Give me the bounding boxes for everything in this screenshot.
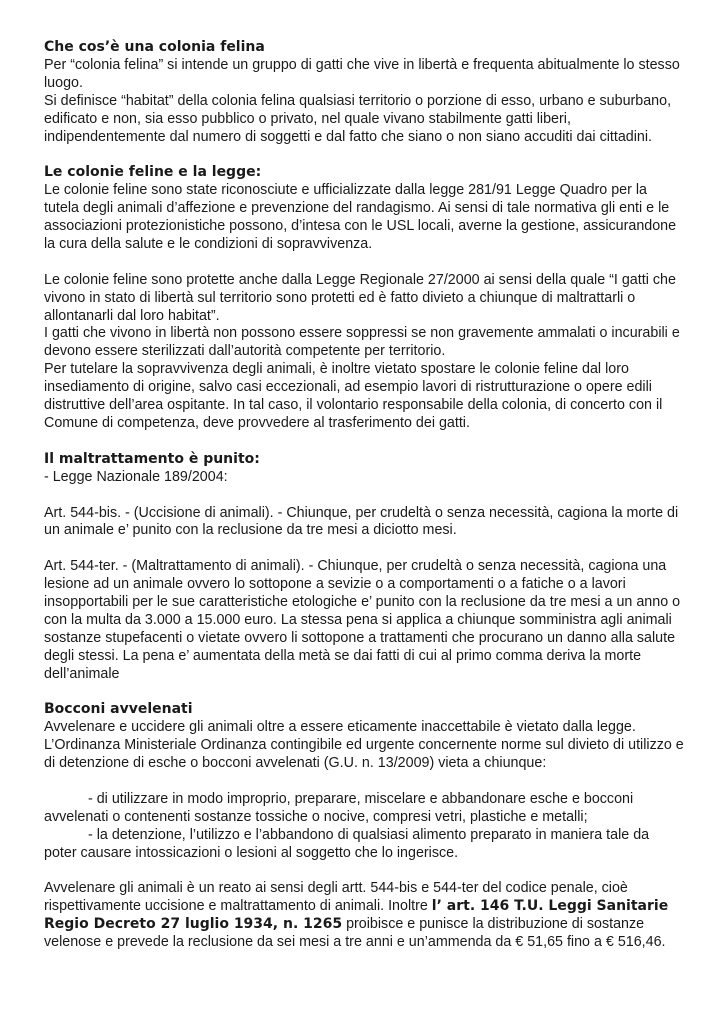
paragraph: - Legge Nazionale 189/2004: [44,468,228,485]
list-item: - la detenzione, l’utilizzo e l’abbandono di qualsiasi alimento preparato in maniera tale da poter causare intossicazioni o lesioni al soggetto che lo ingerisce. [44,826,650,861]
paragraph: Si definisce “habitat” della colonia felina qualsiasi territorio o porzione di esso, urbano e suburbano, edificato e non, sia esso pubblico o privato, nel quale vivano stabilmente gatti liberi, indipendentemente dal numero di soggetti e dal fatto che siano o non siano accuditi dai cittadini. [44,92,672,145]
paragraph: L’Ordinanza Ministeriale Ordinanza contingibile ed urgente concernente norme sul divieto di utilizzo e di detenzione di esche o bocconi avvelenati (G.U. n. 13/2009) vieta a chiunque: [44,737,684,772]
section-colonie-legge [44,164,684,433]
section-heading: Bocconi avvelenati [44,701,193,718]
spacer [44,433,684,451]
section-heading: Le colonie feline e la legge: [44,164,262,181]
spacer [44,254,684,272]
paragraph: Art. 544-bis. - (Uccisione di animali). - Chiunque, per crudeltà o senza necessità, cagiona la morte di un animale e’ punito con la reclusione da tre mesi a diciotto mesi. [44,504,679,539]
text-run: proibisce e punisce la distribuzione di sostanze velenose e prevede la reclusione da sei mesi a tre anni e un’ammenda da € 51,65 fino a € 516,46. [44,916,666,951]
section-bocconi-avvelenati [44,701,684,952]
spacer [44,684,684,702]
paragraph [44,880,684,952]
paragraph: Art. 544-ter. - (Maltrattamento di animali). - Chiunque, per crudeltà o senza necessità, cagiona una lesione ad un animale ovvero lo sottopone a sevizie o a comportamenti o a fatiche o a lavori insopportabili per le sue caratteristiche etologiche e’ punito con la reclusione da tre mesi a un anno o con la multa da 3.000 a 15.000 euro. La stessa pena si applica a chiunque somministra agli animali sostanze stupefacenti o vietate ovvero li sottopone a trattamenti che procurano un danno alla salute degli stessi. La pena e’ aumentata della metà se dai fatti di cui al primo comma deriva la morte dell’animale [44,558,681,682]
spacer [44,146,684,164]
list-item: - di utilizzare in modo improprio, preparare, miscelare e abbandonare esche e bocconi avvelenati o contenenti sostanze tossiche o nocive, compresi vetri, plastiche e metalli; [44,790,634,825]
bold-law-reference: l’ art. 146 T.U. Leggi Sanitarie Regio Decreto 27 luglio 1934, n. 1265 [44,898,669,933]
paragraph: Per “colonia felina” si intende un gruppo di gatti che vive in libertà e frequenta abitualmente lo stesso luogo. [44,56,680,91]
spacer [44,773,684,791]
paragraph: Le colonie feline sono state riconosciute e ufficializzate dalla legge 281/91 Legge Quadro per la tutela degli animali d’affezione e prevenzione del randagismo. Ai sensi di tale normativa gli enti e le associazioni protezionistiche possono, d’intesa con le USL locali, averne la gestione, assicurandone la cura della salute e le condizioni di sopravvivenza. [44,182,677,252]
text-run: Avvelenare gli animali è un reato ai sensi degli artt. 544-bis e 544-ter del codice penale, cioè rispettivamente uccisione e maltrattamento di animali. Inoltre [44,880,628,915]
paragraph: I gatti che vivono in libertà non possono essere soppressi se non gravemente ammalati o incurabili e devono essere sterilizzati dall’autorità competente per territorio. [44,325,680,360]
paragraph: Le colonie feline sono protette anche dalla Legge Regionale 27/2000 ai sensi della quale “I gatti che vivono in stato di libertà sul territorio sono protetti ed è fatto divieto a chiunque di maltrattarli o allontanarli dal loro habitat”. [44,271,676,324]
section-heading: Che cos’è una colonia felina [44,39,265,55]
paragraph: Avvelenare e uccidere gli animali oltre a essere eticamente inaccettabile è vietato dalla legge. [44,719,636,736]
spacer [44,540,684,558]
section-heading: Il maltrattamento è punito: [44,450,260,467]
spacer [44,863,684,881]
document-page [44,39,684,952]
section-maltrattamento [44,451,684,684]
spacer [44,487,684,505]
paragraph: Per tutelare la sopravvivenza degli animali, è inoltre vietato spostare le colonie feline dal loro insediamento di origine, salvo casi eccezionali, ad esempio lavori di ristrutturazione o opere edili distruttive dell’area ospitante. In tal caso, il volontario responsabile della colonia, di concerto con il Comune di competenza, deve provvedere al trasferimento dei gatti. [44,361,663,431]
section-colonia-felina [44,39,684,146]
